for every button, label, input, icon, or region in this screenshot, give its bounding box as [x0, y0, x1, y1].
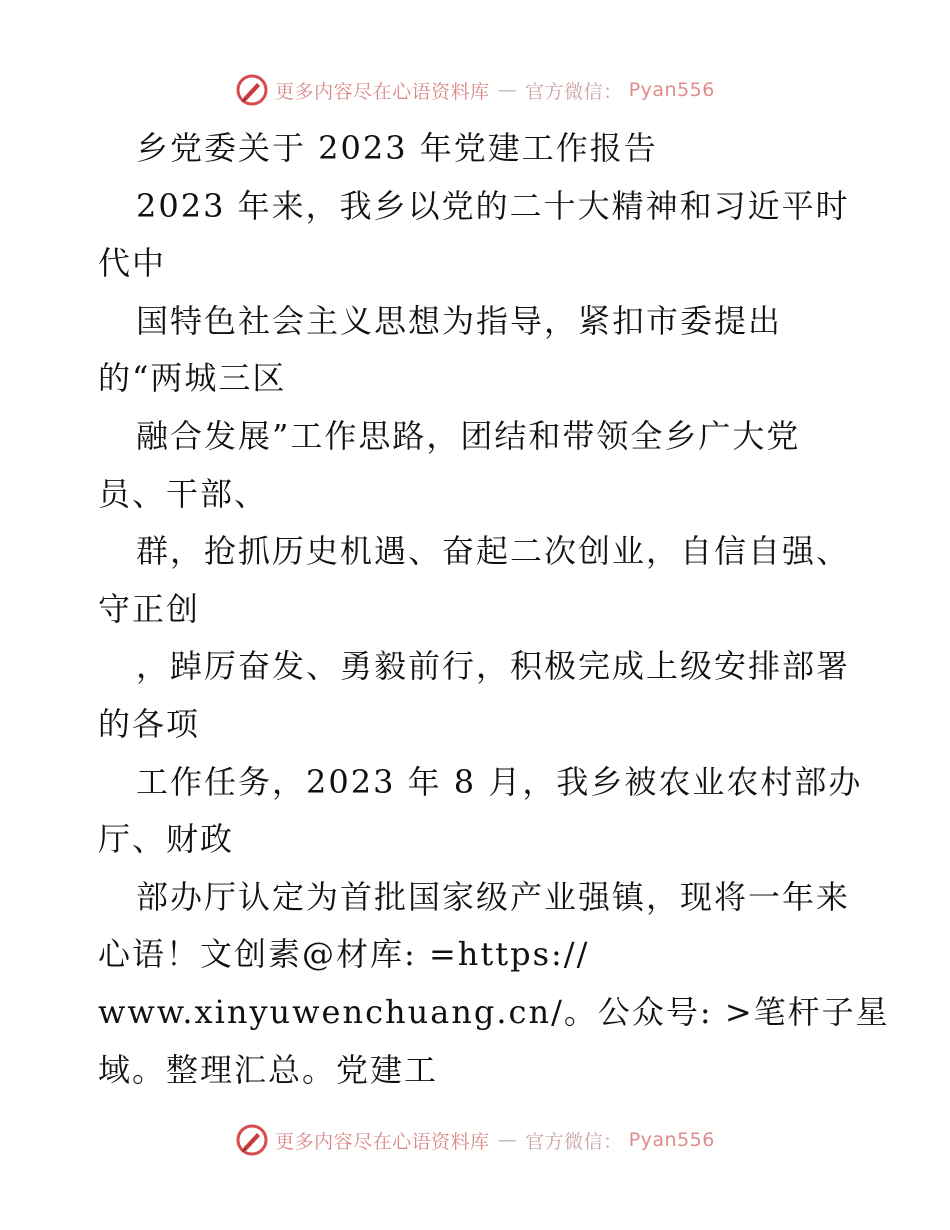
document-line: 部办厅认定为首批国家级产业强镇，现将一年来 [136, 877, 851, 916]
banner-main-text: 更多内容尽在心语资料库 [275, 1130, 490, 1153]
banner-dash: — [497, 1129, 518, 1151]
pen-logo-icon [235, 73, 269, 107]
banner-wechat-id: Pyan556 [628, 79, 715, 101]
document-line: 域。整理汇总。党建工 [98, 1050, 439, 1089]
banner-main-text: 更多内容尽在心语资料库 [275, 80, 490, 103]
banner-dash: — [497, 79, 518, 101]
document-line: 员、干部、 [98, 474, 269, 513]
document-line: 乡党委关于 2023 年党建工作报告 [136, 129, 658, 167]
document-line: 群，抢抓历史机遇、奋起二次创业，自信自强、 [136, 532, 851, 571]
document-body [98, 120, 890, 1099]
document-line: 厅、财政 [98, 820, 235, 859]
header-watermark-banner [0, 70, 950, 110]
pen-logo-icon [235, 1123, 269, 1157]
document-line: 的各项 [98, 704, 201, 743]
banner-wechat-id: Pyan556 [628, 1129, 715, 1151]
document-line: 国特色社会主义思想为指导，紧扣市委提出 [136, 301, 783, 340]
document-line: 融合发展”工作思路，团结和带领全乡广大党 [136, 416, 801, 455]
document-line: www.xinyuwenchuang.cn/。公众号: >笔杆子星 [98, 992, 890, 1031]
footer-watermark-banner [0, 1120, 950, 1160]
document-line: 工作任务，2023 年 8 月，我乡被农业农村部办 [136, 762, 863, 801]
banner-sub-text: 官方微信： [525, 80, 623, 103]
banner-sub-text: 官方微信： [525, 1130, 623, 1153]
document-line: 代中 [98, 244, 167, 283]
document-line: 心语！文创素@材库: =https:// [98, 935, 590, 974]
document-line: ，踔厉奋发、勇毅前行，积极完成上级安排部署 [136, 647, 851, 686]
document-line: 2023 年来，我乡以党的二十大精神和习近平时 [136, 186, 850, 225]
document-line: 的“两城三区 [98, 359, 287, 398]
document-line: 守正创 [98, 589, 201, 628]
